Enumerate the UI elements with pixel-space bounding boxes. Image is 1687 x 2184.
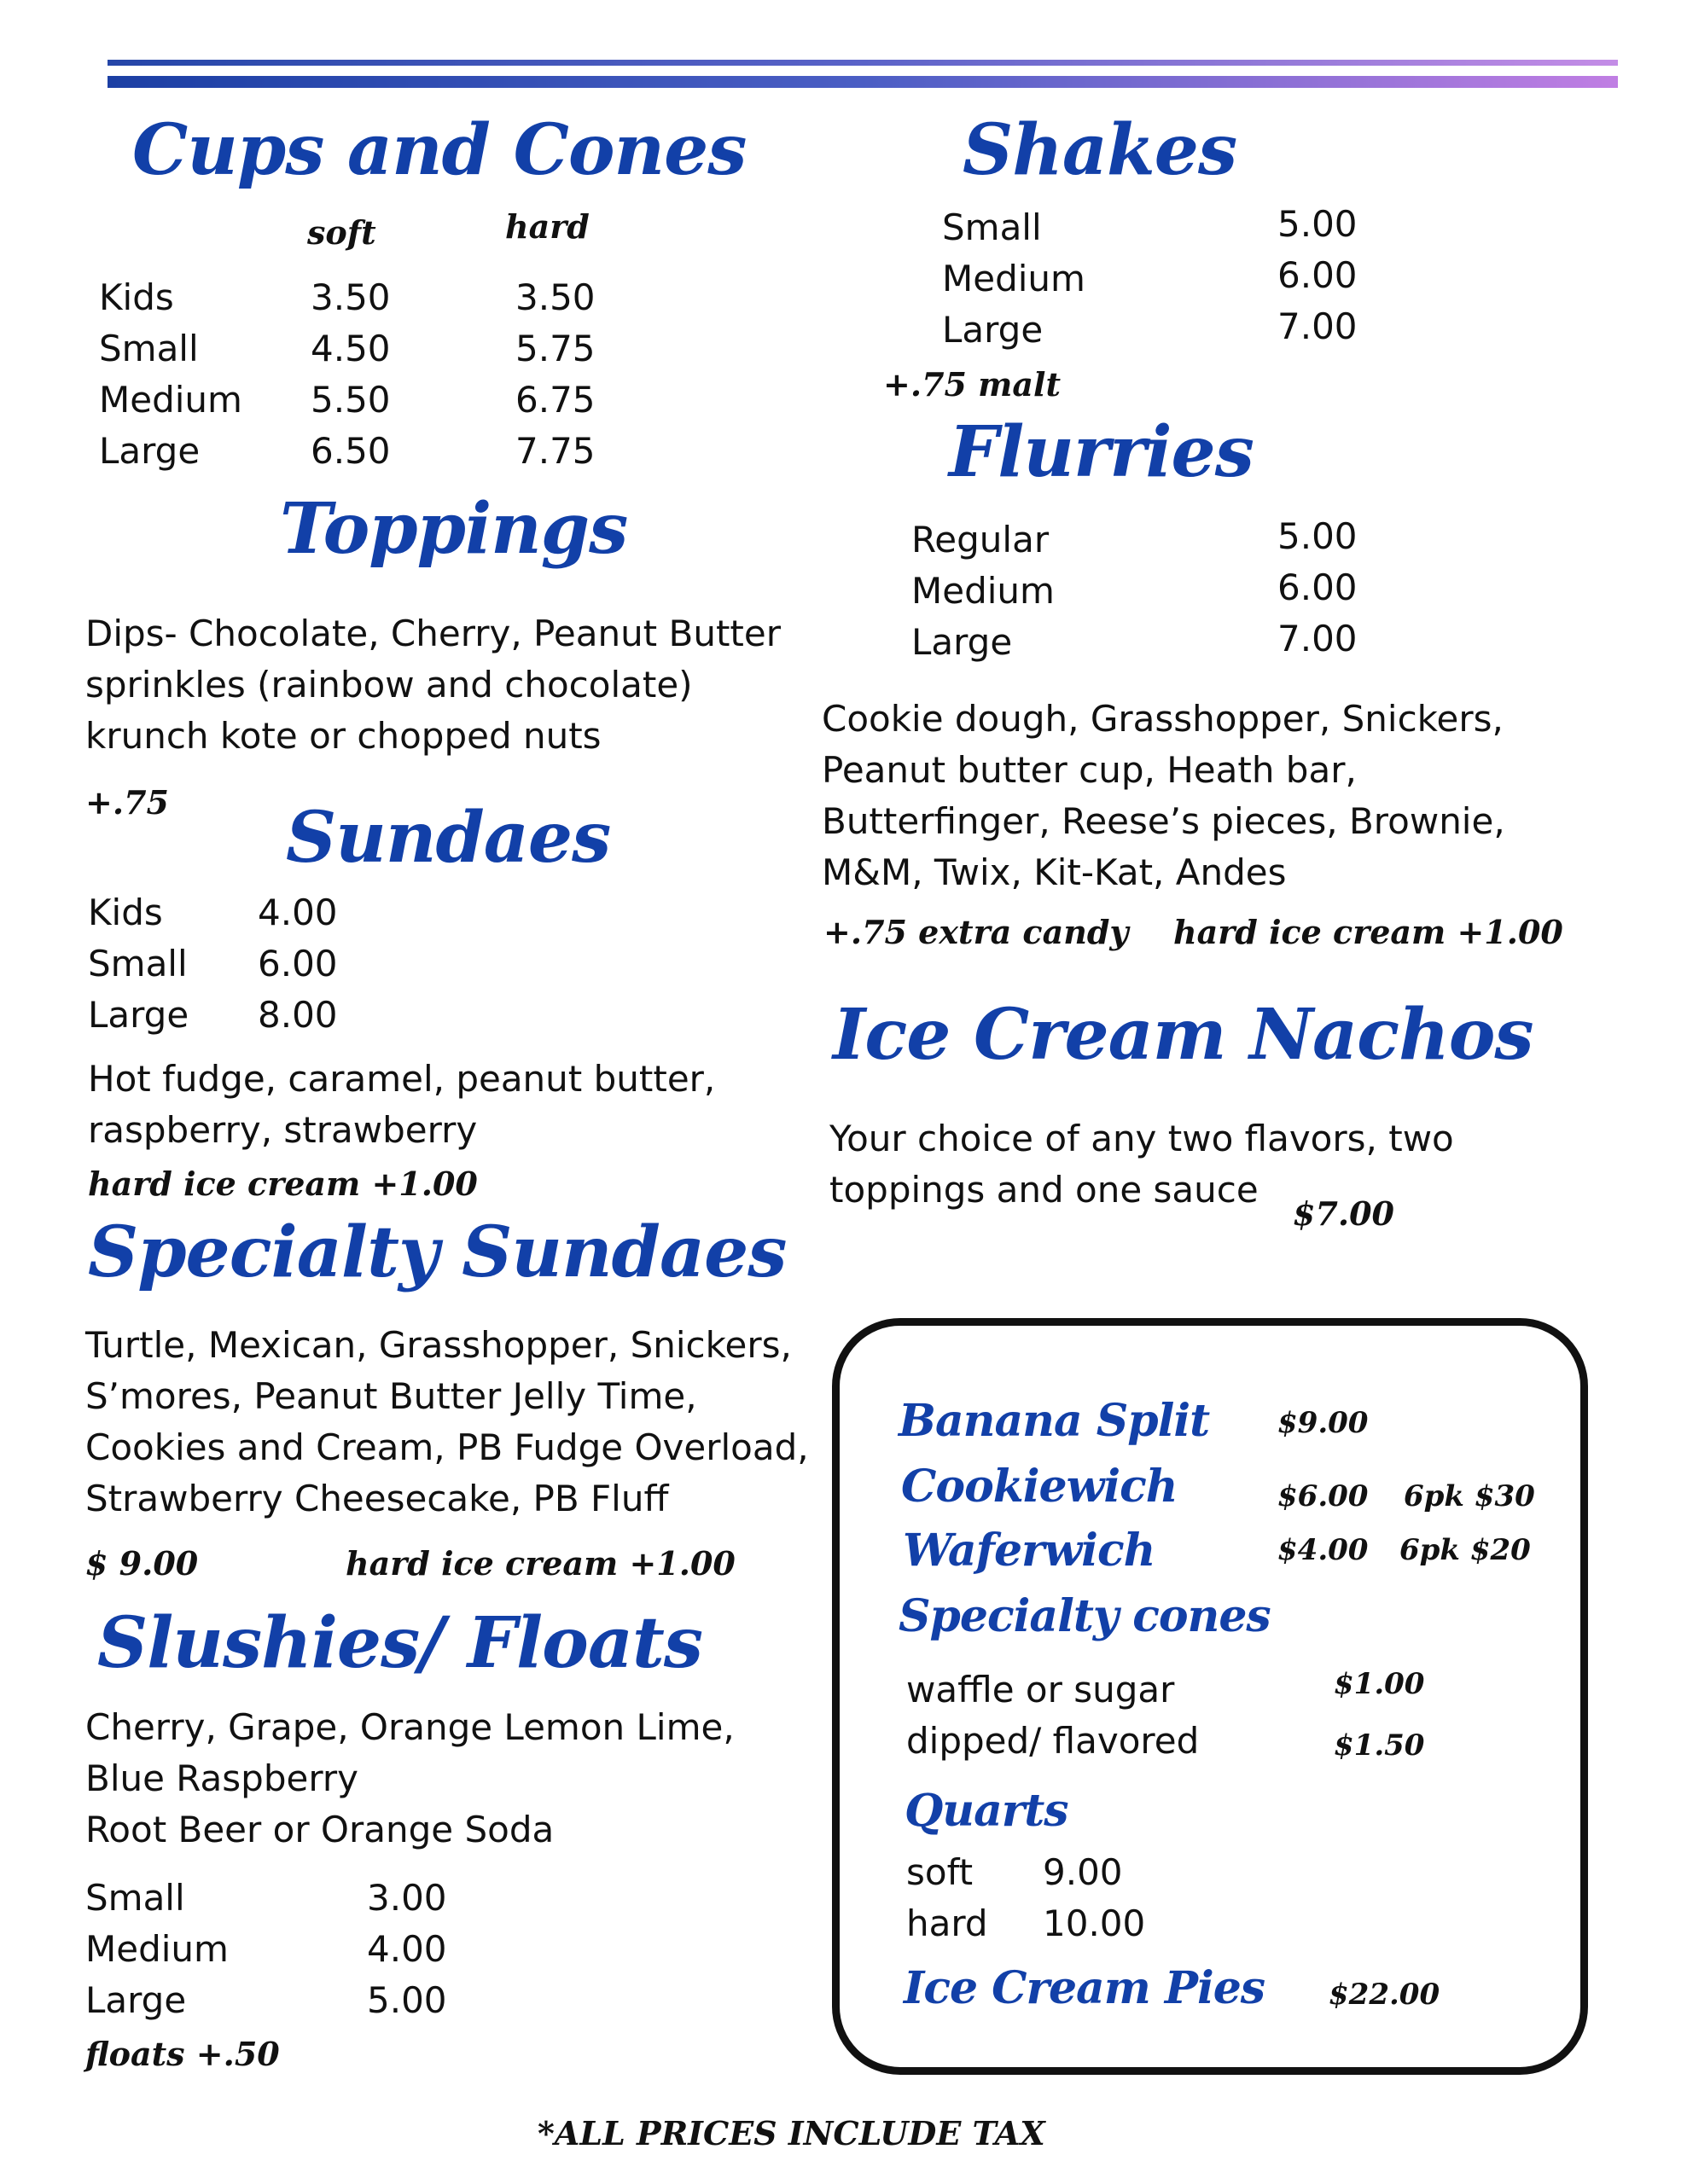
slushies-price: 3.00 <box>367 1877 447 1919</box>
cups-soft-column-label: soft <box>307 213 376 252</box>
flurries-hard-note: hard ice cream +1.00 <box>1173 913 1563 951</box>
shakes-size-label: Large <box>942 309 1044 351</box>
shakes-price: 7.00 <box>1277 305 1358 347</box>
cups-soft-price: 4.50 <box>311 328 391 369</box>
slushies-line: Blue Raspberry <box>85 1757 358 1799</box>
sundaes-sauce-line: raspberry, strawberry <box>88 1109 478 1151</box>
specialty-sundaes-heading: Specialty Sundaes <box>88 1211 787 1293</box>
specialty-line: Turtle, Mexican, Grasshopper, Snickers, <box>85 1324 792 1366</box>
specialty-price: $ 9.00 <box>85 1544 199 1583</box>
cups-size-label: Large <box>99 430 201 472</box>
flurries-candy-line: Cookie dough, Grasshopper, Snickers, <box>822 698 1504 740</box>
sundaes-sauce-line: Hot fudge, caramel, peanut butter, <box>88 1058 716 1100</box>
slushies-size-label: Small <box>85 1877 185 1919</box>
ice-cream-pies-price: $22.00 <box>1329 1978 1440 2012</box>
flurries-size-label: Large <box>911 621 1013 663</box>
shakes-size-label: Small <box>942 206 1042 248</box>
cups-soft-price: 6.50 <box>311 430 391 472</box>
flurries-price: 6.00 <box>1277 566 1358 608</box>
sundaes-price: 8.00 <box>258 994 338 1036</box>
slushies-price: 4.00 <box>367 1928 447 1970</box>
floats-note: floats +.50 <box>85 2035 280 2073</box>
top-divider-thin <box>108 60 1618 66</box>
cone-option-price: $1.00 <box>1334 1667 1425 1701</box>
specialty-cones-label: Specialty cones <box>899 1590 1271 1642</box>
cups-size-label: Kids <box>99 276 174 318</box>
toppings-price: +.75 <box>85 783 169 822</box>
quarts-price: 9.00 <box>1043 1851 1123 1893</box>
cookiewich-price: $6.00 <box>1277 1479 1369 1513</box>
cups-hard-price: 7.75 <box>515 430 596 472</box>
cups-hard-price: 3.50 <box>515 276 596 318</box>
banana-split-label: Banana Split <box>899 1395 1210 1447</box>
shakes-malt-note: +.75 malt <box>883 365 1061 404</box>
cups-size-label: Medium <box>99 379 242 421</box>
sundaes-heading: Sundaes <box>286 797 611 879</box>
cookiewich-6pk-price: 6pk $30 <box>1404 1479 1535 1513</box>
cups-and-cones-heading: Cups and Cones <box>132 109 747 191</box>
toppings-line: krunch kote or chopped nuts <box>85 715 602 757</box>
sundaes-price: 4.00 <box>258 892 338 933</box>
slushies-line: Cherry, Grape, Orange Lemon Lime, <box>85 1706 735 1748</box>
nachos-price: $7.00 <box>1293 1194 1394 1233</box>
flurries-extra-candy-note: +.75 extra candy <box>823 913 1129 951</box>
specialty-line: Strawberry Cheesecake, PB Fluff <box>85 1478 669 1519</box>
nachos-description-line: toppings and one sauce <box>829 1169 1259 1211</box>
ice-cream-nachos-heading: Ice Cream Nachos <box>833 994 1533 1076</box>
flurries-candy-line: Peanut butter cup, Heath bar, <box>822 749 1357 791</box>
top-divider-thick <box>108 76 1618 88</box>
specialty-hard-note: hard ice cream +1.00 <box>346 1544 736 1583</box>
quarts-price: 10.00 <box>1043 1902 1146 1944</box>
shakes-price: 6.00 <box>1277 254 1358 296</box>
toppings-line: sprinkles (rainbow and chocolate) <box>85 664 693 706</box>
nachos-description-line: Your choice of any two flavors, two <box>829 1118 1454 1159</box>
sundaes-size-label: Kids <box>88 892 163 933</box>
cookiewich-label: Cookiewich <box>901 1461 1178 1513</box>
flurries-price: 7.00 <box>1277 618 1358 659</box>
cups-hard-column-label: hard <box>505 207 590 246</box>
shakes-size-label: Medium <box>942 258 1085 299</box>
sundaes-hard-note: hard ice cream +1.00 <box>88 1165 478 1203</box>
banana-split-price: $9.00 <box>1277 1406 1369 1440</box>
cups-size-label: Small <box>99 328 199 369</box>
quarts-type-label: soft <box>906 1851 974 1893</box>
sundaes-price: 6.00 <box>258 943 338 985</box>
cone-option-label: waffle or sugar <box>906 1669 1175 1711</box>
slushies-size-label: Medium <box>85 1928 229 1970</box>
quarts-label: Quarts <box>905 1785 1068 1837</box>
waferwich-6pk-price: 6pk $20 <box>1399 1533 1531 1567</box>
specialty-line: S’mores, Peanut Butter Jelly Time, <box>85 1375 697 1417</box>
flurries-candy-line: M&M, Twix, Kit-Kat, Andes <box>822 851 1287 893</box>
cups-hard-price: 5.75 <box>515 328 596 369</box>
cups-hard-price: 6.75 <box>515 379 596 421</box>
flurries-price: 5.00 <box>1277 515 1358 557</box>
slushies-floats-heading: Slushies/ Floats <box>97 1602 702 1684</box>
flurries-candy-line: Butterfinger, Reese’s pieces, Brownie, <box>822 800 1505 842</box>
toppings-line: Dips- Chocolate, Cherry, Peanut Butter <box>85 613 781 654</box>
shakes-price: 5.00 <box>1277 203 1358 245</box>
shakes-heading: Shakes <box>963 109 1237 191</box>
waferwich-label: Waferwich <box>903 1525 1155 1577</box>
sundaes-size-label: Small <box>88 943 188 985</box>
quarts-type-label: hard <box>906 1902 988 1944</box>
slushies-price: 5.00 <box>367 1979 447 2021</box>
cone-option-label: dipped/ flavored <box>906 1720 1200 1762</box>
flurries-size-label: Medium <box>911 570 1055 612</box>
specialty-line: Cookies and Cream, PB Fudge Overload, <box>85 1426 809 1468</box>
sundaes-size-label: Large <box>88 994 189 1036</box>
cone-option-price: $1.50 <box>1334 1728 1425 1763</box>
ice-cream-pies-label: Ice Cream Pies <box>904 1962 1265 2014</box>
tax-footnote: *ALL PRICES INCLUDE TAX <box>538 2114 1045 2152</box>
flurries-heading: Flurries <box>949 411 1254 493</box>
waferwich-price: $4.00 <box>1277 1533 1369 1567</box>
cups-soft-price: 3.50 <box>311 276 391 318</box>
flurries-size-label: Regular <box>911 519 1050 561</box>
slushies-size-label: Large <box>85 1979 187 2021</box>
toppings-heading: Toppings <box>280 488 628 570</box>
cups-soft-price: 5.50 <box>311 379 391 421</box>
slushies-line: Root Beer or Orange Soda <box>85 1809 555 1850</box>
